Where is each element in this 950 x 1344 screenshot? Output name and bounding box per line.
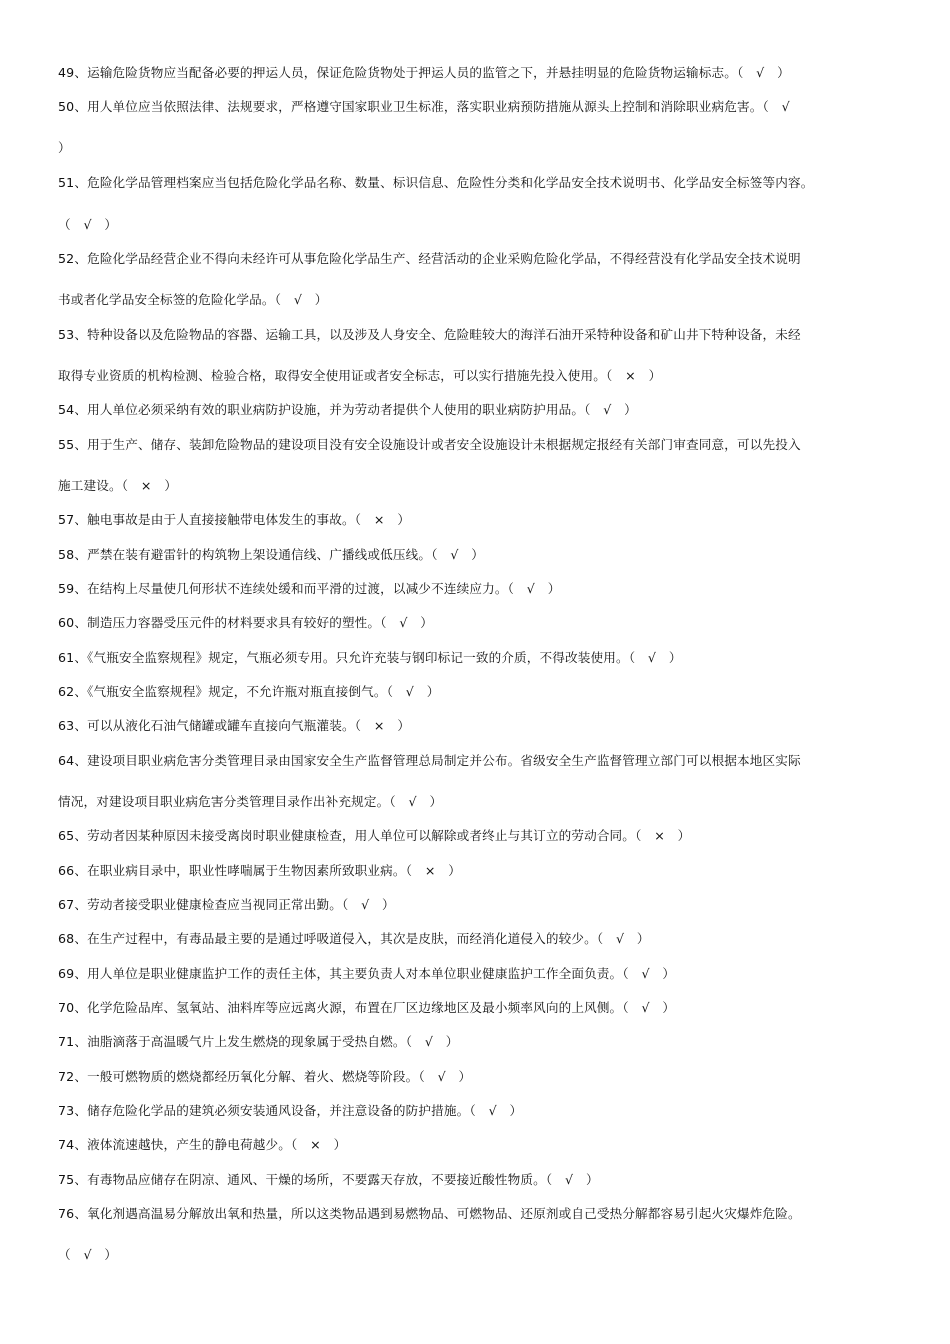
text-line-q75: 75、有毒物品应储存在阴凉、通风、干燥的场所，不要露天存放，不要接近酸性物质。（ √ ） [58,1172,599,1187]
text-line-q64-cont: 情况，对建设项目职业病危害分类管理目录作出补充规定。（ √ ） [58,794,443,809]
text-line-q51-cont: （ √ ） [58,217,118,232]
text-line-q65: 65、劳动者因某种原因未接受离岗时职业健康检查，用人单位可以解除或者终止与其订立的劳动合同。（ × ） [58,828,691,843]
text-line-q53: 53、特种设备以及危险物品的容器、运输工具，以及涉及人身安全、危险畦较大的海洋石油开采特种设备和矿山井下特种设备，未经 [58,327,801,342]
text-line-q50-cont: ） [58,140,71,155]
text-line-q59: 59、在结构上尽量使几何形状不连续处缓和而平滑的过渡，以减少不连续应力。（ √ ） [58,581,561,596]
text-line-q49: 49、运输危险货物应当配备必要的押运人员，保证危险货物处于押运人员的监管之下，并悬挂明显的危险货物运输标志。（ √ ） [58,65,790,80]
text-line-q52: 52、危险化学品经营企业不得向未经许可从事危险化学品生产、经营活动的企业采购危险化学品，不得经营没有化学品安全技术说明 [58,251,801,266]
text-line-q66: 66、在职业病目录中，职业性哮喘属于生物因素所致职业病。（ × ） [58,863,462,878]
text-line-q55: 55、用于生产、储存、装卸危险物品的建设项目没有安全设施设计或者安全设施设计未根据规定报经有关部门审查同意，可以先投入 [58,437,801,452]
text-line-q69: 69、用人单位是职业健康监护工作的责任主体，其主要负责人对本单位职业健康监护工作全面负责。（ √ ） [58,966,676,981]
text-line-q52-cont: 书或者化学品安全标签的危险化学品。（ √ ） [58,292,328,307]
text-line-q58: 58、严禁在装有避雷针的构筑物上架设通信线、广播线或低压线。（ √ ） [58,547,484,562]
text-line-q71: 71、油脂滴落于高温暖气片上发生燃烧的现象属于受热自燃。（ √ ） [58,1034,459,1049]
text-line-q54: 54、用人单位必须采纳有效的职业病防护设施，并为劳动者提供个人使用的职业病防护用品。（ √ ） [58,402,637,417]
text-line-q76: 76、氧化剂遇高温易分解放出氧和热量，所以这类物品遇到易燃物品、可燃物品、还原剂或自己受热分解都容易引起火灾爆炸危险。 [58,1206,801,1221]
text-line-q63: 63、可以从液化石油气储罐或罐车直接向气瓶灌装。（ × ） [58,718,411,733]
text-line-q68: 68、在生产过程中，有毒品最主要的是通过呼吸道侵入，其次是皮肤，而经消化道侵入的较少。（ √ ） [58,931,650,946]
text-line-q62: 62、《气瓶安全监察规程》规定，不允许瓶对瓶直接倒气。（ √ ） [58,684,440,699]
text-line-q70: 70、化学危险品库、氢氧站、油料库等应远离火源，布置在厂区边缘地区及最小频率风向的上风侧。（ √ ） [58,1000,676,1015]
text-line-q74: 74、液体流速越快，产生的静电荷越少。（ × ） [58,1137,347,1152]
text-line-q64: 64、建设项目职业病危害分类管理目录由国家安全生产监督管理总局制定并公布。省级安全生产监督管理立部门可以根据本地区实际 [58,753,801,768]
text-line-q60: 60、制造压力容器受压元件的材料要求具有较好的塑性。（ √ ） [58,615,434,630]
text-line-q67: 67、劳动者接受职业健康检查应当视同正常出勤。（ √ ） [58,897,395,912]
text-line-q57: 57、触电事故是由于人直接接触带电体发生的事故。（ × ） [58,512,411,527]
text-line-q53-cont: 取得专业资质的机构检测、检验合格，取得安全使用证或者安全标志，可以实行措施先投入使用。（ × ） [58,368,662,383]
text-line-q76-cont: （ √ ） [58,1247,118,1262]
text-line-q55-cont: 施工建设。（ × ） [58,478,178,493]
text-line-q72: 72、一般可燃物质的燃烧都经历氧化分解、着火、燃烧等阶段。（ √ ） [58,1069,472,1084]
text-line-q51: 51、危险化学品管理档案应当包括危险化学品名称、数量、标识信息、危险性分类和化学品安全技术说明书、化学品安全标签等内容。 [58,175,814,190]
text-line-q73: 73、储存危险化学品的建筑必须安装通风设备，并注意设备的防护措施。（ √ ） [58,1103,523,1118]
text-line-q50: 50、用人单位应当依照法律、法规要求，严格遵守国家职业卫生标准，落实职业病预防措施从源头上控制和消除职业病危害。（ √ [58,99,790,114]
text-line-q61: 61、《气瓶安全监察规程》规定，气瓶必须专用。只允许充装与钢印标记一致的介质，不得改装使用。（ √ ） [58,650,682,665]
